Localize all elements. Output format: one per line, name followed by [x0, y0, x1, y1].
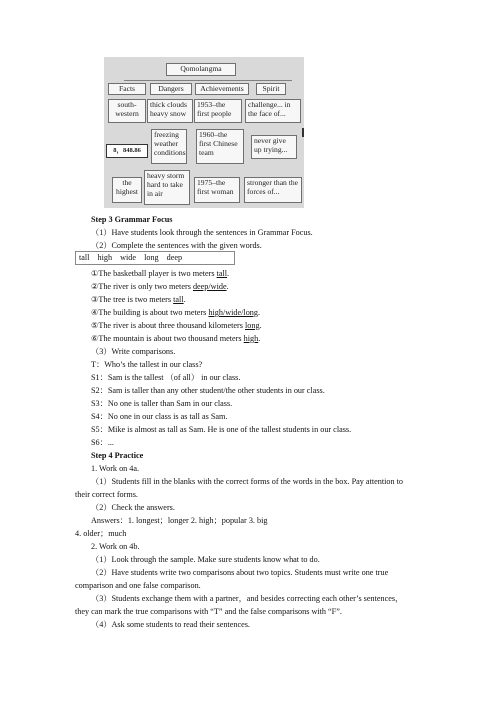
answer: long	[245, 321, 260, 330]
word-box: tall high wide long deep	[75, 251, 235, 265]
category-spirit: Spirit	[256, 83, 286, 95]
achievement-1953: 1953–the first people	[194, 99, 242, 123]
fact-south-western: south-western	[108, 99, 146, 123]
student-answer-2: S2：Sam is taller than any other student/the other students in our class.	[91, 386, 325, 395]
step3-heading: Step 3 Grammar Focus	[91, 215, 173, 224]
student-answer-6: S6：...	[91, 438, 114, 447]
step4-q3-line1: （3）Students exchange them with a partner，and besides correcting each other’s sentences，	[91, 594, 404, 603]
step4-q3-line2: they can mark the true comparisons with “T” and the false comparisons with “F”.	[75, 607, 342, 616]
student-answer-4: S4：No one in our class is as tall as Sam.	[91, 412, 228, 421]
fact-highest: the highest	[112, 177, 142, 203]
step3-instruction-2: （2）Complete the sentences with the given words.	[91, 241, 262, 250]
danger-freezing: freezing weather conditions	[151, 129, 187, 164]
sentence-2: ②The river is only two meters deep/wide.	[91, 282, 229, 291]
step4-q2-line2: comparison and one false comparison.	[75, 581, 201, 590]
student-answer-1: S1：Sam is the tallest （of all） in our class.	[91, 373, 241, 382]
connector-line	[124, 80, 292, 81]
step4-q4: （4）Ask some students to read their sentences.	[91, 620, 250, 629]
sentence-6: ⑥The mountain is about two thousand meters high.	[91, 334, 261, 343]
answer: high	[243, 334, 259, 343]
sentence-5: ⑤The river is about three thousand kilometers long.	[91, 321, 262, 330]
category-dangers: Dangers	[150, 83, 192, 95]
danger-clouds-snow: thick clouds heavy snow	[147, 99, 193, 123]
student-answer-3: S3：No one is taller than Sam in our class.	[91, 399, 233, 408]
answer: deep/wide	[192, 282, 227, 291]
category-facts: Facts	[108, 83, 146, 95]
sentence-1: ①The basketball player is two meters tall.	[91, 269, 230, 278]
danger-storm: heavy storm hard to take in air	[144, 170, 190, 205]
fact-height: 8，848.86	[106, 144, 148, 158]
step4-q1: （1）Look through the sample. Make sure students know what to do.	[91, 555, 320, 564]
answer: high/wide/long	[208, 308, 258, 317]
answers-line1: Answers：1. longest；longer 2. high；popular 3. big	[91, 516, 268, 525]
achievement-1975: 1975–the first woman	[194, 177, 240, 203]
category-achievements: Achievements	[195, 83, 249, 95]
sentence-4: ④The building is about two meters high/wide/long.	[91, 308, 261, 317]
spirit-never-give-up: never give up trying...	[251, 135, 297, 159]
answer: tall	[216, 269, 228, 278]
teacher-question: T：Who’s the tallest in our class?	[91, 360, 203, 369]
step3-instruction-3: （3）Write comparisons.	[91, 347, 176, 356]
spirit-challenge: challenge... in the face of...	[245, 99, 301, 123]
step4-p1-line1: （1）Students fill in the blanks with the correct forms of the words in the box. Pay attention to	[91, 477, 403, 486]
answer: tall	[173, 295, 184, 304]
answers-line2: 4. older；much	[75, 529, 127, 538]
step4-p2: （2）Check the answers.	[91, 503, 175, 512]
step3-instruction-1: （1）Have students look through the sentences in Grammar Focus.	[91, 228, 313, 237]
spirit-stronger: stronger than the forces of...	[244, 177, 302, 203]
work-on-4b: 2. Work on 4b.	[91, 542, 140, 551]
achievement-1960: 1960–the first Chinese team	[196, 129, 244, 164]
sentence-3: ③The tree is two meters tall.	[91, 295, 186, 304]
step4-q2-line1: （2）Have students write two comparisons about two topics. Students must write one true	[91, 568, 389, 577]
student-answer-5: S5：Mike is almost as tall as Sam. He is one of the tallest students in our class.	[91, 425, 352, 434]
mind-map-diagram	[104, 57, 304, 208]
work-on-4a: 1. Work on 4a.	[91, 464, 140, 473]
margin-mark	[302, 128, 304, 137]
step4-p1-line2: their correct forms.	[75, 490, 138, 499]
step4-heading: Step 4 Practice	[91, 451, 144, 460]
diagram-title: Qomolangma	[166, 63, 236, 76]
